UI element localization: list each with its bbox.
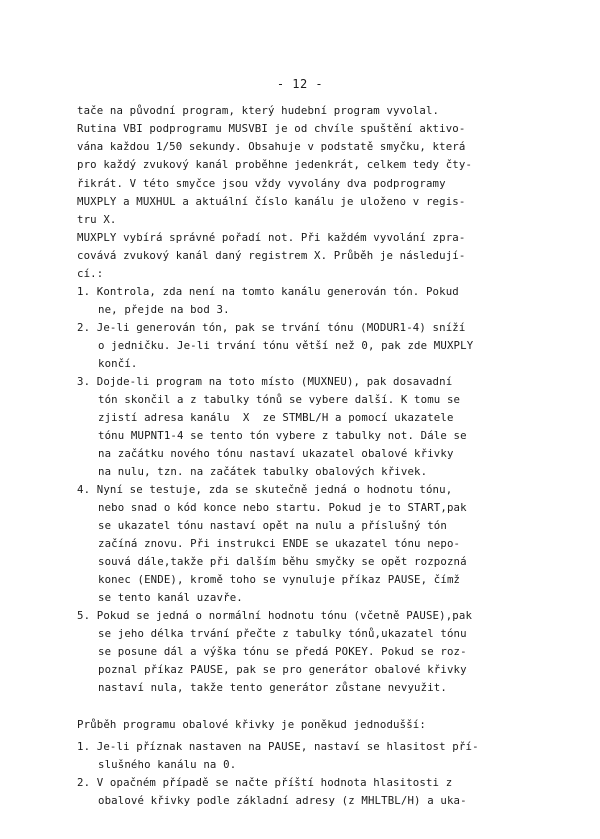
text-line: souvá dále,takže při dalším běhu smyčky se opět rozpozná bbox=[98, 555, 467, 568]
text-line: zjistí adresa kanálu X ze STMBL/H a pomocí ukazatele bbox=[98, 411, 454, 424]
list-item-2: 2. Je-li generován tón, pak se trvání tónu (MODUR1-4) sníží bbox=[77, 321, 466, 334]
text-line: začíná znovu. Při instrukci ENDE se ukazatel tónu nepo- bbox=[98, 537, 461, 550]
list-item-3: 3. Dojde-li program na toto místo (MUXNEU), pak dosavadní bbox=[77, 375, 453, 388]
text-line: MUXPLY a MUXHUL a aktuální číslo kanálu je uloženo v regis- bbox=[77, 195, 466, 208]
text-line: tónu MUPNT1-4 se tento tón vybere z tabulky not. Dále se bbox=[98, 429, 467, 442]
text-line: se posune dál a výška tónu se předá POKEY. Pokud se roz- bbox=[98, 645, 467, 658]
text-line: řikrát. V této smyčce jsou vždy vyvolány dva podprogramy bbox=[77, 177, 446, 190]
list-item-2: 2. V opačném případě se načte příští hodnota hlasitosti z bbox=[77, 776, 453, 789]
text-line: MUXPLY vybírá správné pořadí not. Při každém vyvolání zpra- bbox=[77, 231, 466, 244]
text-line: konec (ENDE), kromě toho se vynuluje příkaz PAUSE, čímž bbox=[98, 573, 461, 586]
text-line: pro každý zvukový kanál proběhne jedenkrát, celkem tedy čty- bbox=[77, 158, 473, 171]
text-line: slušného kanálu na 0. bbox=[98, 758, 237, 771]
text-line: nebo snad o kód konce nebo startu. Pokud je to START,pak bbox=[98, 501, 467, 514]
text-line: se jeho délka trvání přečte z tabulky tónů,ukazatel tónu bbox=[98, 627, 467, 640]
text-line: tru X. bbox=[77, 213, 117, 226]
text-line: tače na původní program, který hudební program vyvolal. bbox=[77, 104, 440, 117]
text-line: se ukazatel tónu nastaví opět na nulu a příslušný tón bbox=[98, 519, 447, 532]
text-line: tón skončil a z tabulky tónů se vybere další. K tomu se bbox=[98, 393, 461, 406]
text-line: cí.: bbox=[77, 267, 104, 280]
list-item-4: 4. Nyní se testuje, zda se skutečně jedná o hodnotu tónu, bbox=[77, 483, 453, 496]
text-line: poznal příkaz PAUSE, pak se pro generátor obalové křivky bbox=[98, 663, 467, 676]
text-line: končí. bbox=[98, 357, 138, 370]
text-line: vána každou 1/50 sekundy. Obsahuje v podstatě smyčku, která bbox=[77, 140, 466, 153]
text-line: na nulu, tzn. na začátek tabulky obalových křivek. bbox=[98, 465, 428, 478]
text-line: o jedničku. Je-li trvání tónu větší než 0, pak zde MUXPLY bbox=[98, 339, 474, 352]
text-line: ne, přejde na bod 3. bbox=[98, 303, 230, 316]
section-intro: Průběh programu obalové křivky je poněkud jednodušší: bbox=[77, 718, 426, 731]
page-number: - 12 - bbox=[276, 77, 324, 91]
text-line: na začátku nového tónu nastaví ukazatel obalové křivky bbox=[98, 447, 454, 460]
list-item-1: 1. Kontrola, zda není na tomto kanálu generován tón. Pokud bbox=[77, 285, 459, 298]
list-item-1: 1. Je-li příznak nastaven na PAUSE, nastaví se hlasitost pří- bbox=[77, 740, 479, 753]
text-line: Rutina VBI podprogramu MUSVBI je od chvíle spuštění aktivo- bbox=[77, 122, 466, 135]
text-line: covává zvukový kanál daný registrem X. Průběh je následují- bbox=[77, 249, 466, 262]
text-line: se tento kanál uzavře. bbox=[98, 591, 243, 604]
text-line: obalové křivky podle základní adresy (z MHLTBL/H) a uka- bbox=[98, 794, 467, 807]
text-line: nastaví nula, takže tento generátor zůstane nevyužit. bbox=[98, 681, 447, 694]
list-item-5: 5. Pokud se jedná o normální hodnotu tónu (včetně PAUSE),pak bbox=[77, 609, 473, 622]
